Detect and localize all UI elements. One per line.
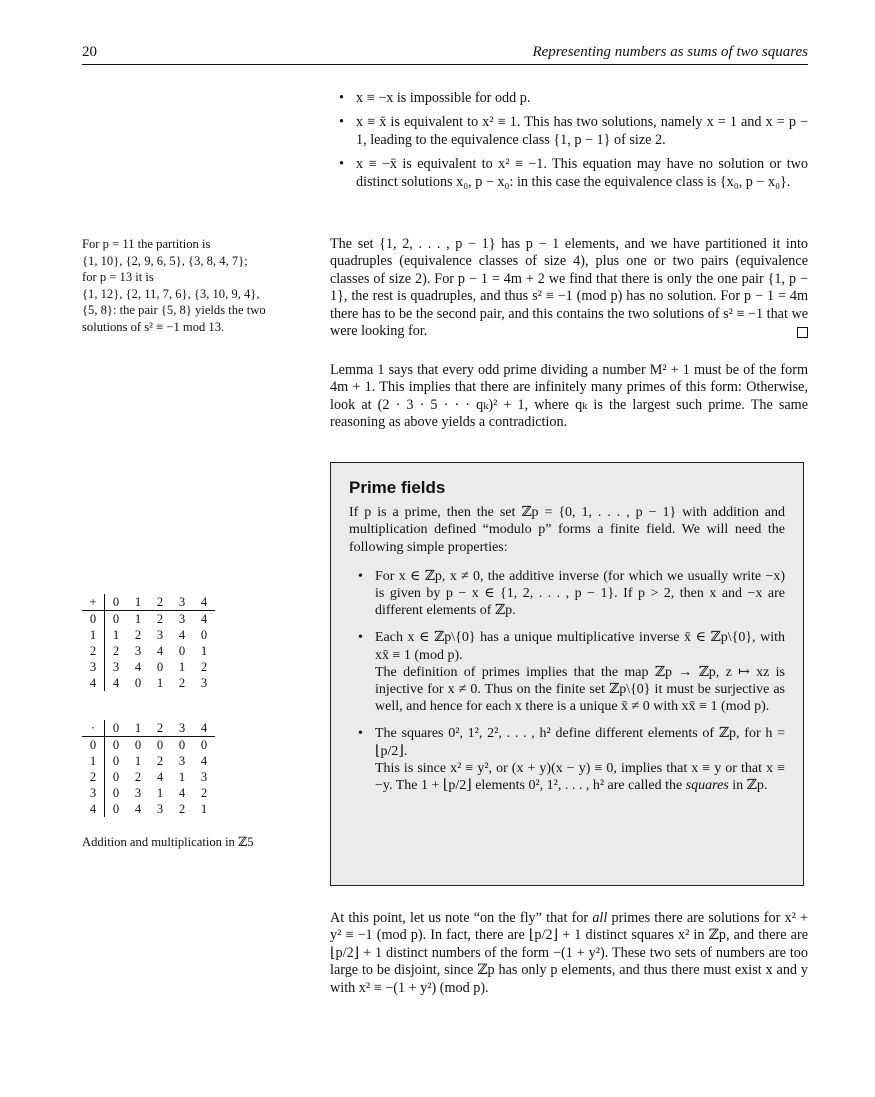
table-cell: 3 <box>200 676 208 690</box>
table-header-cell: 2 <box>149 594 171 611</box>
row-label: 1 <box>82 753 105 769</box>
table-cell: 3 <box>200 770 208 784</box>
table-cell: 1 <box>200 644 208 658</box>
table-cell: 0 <box>134 676 142 690</box>
paragraph-segment: primes there are solutions for x² + y² ≡ −1 (mod p). In fact, there are ⌊p/2⌋ + 1 distinct squares x² in ℤp, and there are ⌊p/2⌋ + 1 distinct numbers of the form −(1 + y²). These two sets of numbers are too large to be disjoint, since ℤp has only p elements, and thus there must exist x and y with x² ≡ −(1 + y²) (mod p). <box>330 910 809 996</box>
row-label: 3 <box>82 785 105 801</box>
table-cell: 0 <box>156 660 164 674</box>
box-bullet-text: For x ∈ ℤp, x ≠ 0, the additive inverse (for which we usually write −x) is given by p − x ∈ {1, 2, . . . , p − 1}. If p > 2, then x and −x are different elements of ℤp. <box>375 568 785 619</box>
table-cell: 3 <box>112 660 120 674</box>
table-row <box>82 785 215 801</box>
table-cell: 3 <box>156 628 164 642</box>
table-cell: 3 <box>178 612 186 626</box>
table-cell: 0 <box>178 644 186 658</box>
table-cell: 3 <box>134 786 142 800</box>
table-cell: 0 <box>156 738 164 752</box>
table-cell: 1 <box>156 786 164 800</box>
table-cell: 2 <box>156 612 164 626</box>
table-header-cell: 3 <box>171 594 193 611</box>
prime-fields-box <box>330 462 804 886</box>
table-header-cell: 1 <box>127 720 149 737</box>
table-cell: 1 <box>134 754 142 768</box>
explanation-text: This is since x² ≡ y², or (x + y)(x − y) ≡ 0, implies that x ≡ y or that x ≡ −y. The 1 + ⌊p/2⌋ elements 0², 1², . . . , h² are called the <box>375 760 785 794</box>
table-cell: 3 <box>178 754 186 768</box>
table-cell: 1 <box>200 802 208 816</box>
table-cell: 4 <box>200 754 208 768</box>
table-cell: 1 <box>178 660 186 674</box>
table-cell: 4 <box>156 770 164 784</box>
margin-note-line: For p = 11 the partition is <box>82 237 211 251</box>
table-header-cell: 0 <box>105 720 128 737</box>
row-label: 3 <box>82 659 105 675</box>
box-bullet-explanation: The definition of primes implies that the map ℤp → ℤp, z ↦ xz is injective for x ≠ 0. Thus on the finite set ℤp\{0} it must be surjective as well, and hence for each x there is a unique x̄ ≠ 0 with xx̄ ≡ 1 (mod p). <box>375 664 785 715</box>
table-cell: 3 <box>134 644 142 658</box>
paragraph-text: The set {1, 2, . . . , p − 1} has p − 1 elements, and we have partitioned it into quadruples (equivalence classes of size 4), plus one or two pairs (equivalence classes of size 2). For p − 1 = 4m + 2 we find that there is only the one pair {1, p − 1}, the rest is quadruples, and thus s² ≡ −1 (mod p) has no solution. For p − 1 = 4m there has to be the second pair, and this contains the two solutions of s² ≡ −1 that we were looking for. <box>330 236 808 340</box>
table-cell: 0 <box>112 612 120 626</box>
table-cell: 0 <box>112 738 120 752</box>
bullet-item: • x ≡ −x is impossible for odd p. <box>330 90 808 107</box>
table-cell: 0 <box>112 770 120 784</box>
running-title: Representing numbers as sums of two squares <box>532 44 808 60</box>
table-cell: 2 <box>178 802 186 816</box>
table-cell: 4 <box>134 802 142 816</box>
box-bullet-item <box>349 725 785 794</box>
table-cell: 4 <box>200 612 208 626</box>
table-row <box>82 643 215 659</box>
table-cell: 0 <box>112 754 120 768</box>
multiplication-table <box>82 720 215 817</box>
table-cell: 4 <box>134 660 142 674</box>
table-cell: 1 <box>134 612 142 626</box>
row-label: 0 <box>82 611 105 628</box>
paragraph-text <box>330 910 808 997</box>
table-cell: 2 <box>200 786 208 800</box>
table-cell: 1 <box>112 628 120 642</box>
table-cell: 2 <box>112 644 120 658</box>
table-row <box>82 769 215 785</box>
table-cell: 2 <box>134 628 142 642</box>
table-caption: Addition and multiplication in ℤ5 <box>82 835 254 849</box>
table-header-cell: 4 <box>193 594 215 611</box>
on-the-fly-paragraph <box>330 910 808 997</box>
table-cell: 1 <box>178 770 186 784</box>
page-number: 20 <box>82 44 97 60</box>
table-cell: 3 <box>156 802 164 816</box>
lemma-paragraph <box>330 362 808 432</box>
running-header <box>82 44 808 65</box>
partition-paragraph <box>330 236 808 340</box>
margin-note-line: {1, 12}, {2, 11, 7, 6}, {3, 10, 9, 4}, <box>82 286 260 301</box>
table-row <box>82 675 215 691</box>
box-bullet-item <box>349 568 785 620</box>
table-header-cell: 0 <box>105 594 128 611</box>
table-header-cell: 4 <box>193 720 215 737</box>
table-op-symbol: · <box>82 720 105 737</box>
table-cell: 2 <box>134 770 142 784</box>
row-label: 1 <box>82 627 105 643</box>
emphasis-text: squares <box>685 778 729 794</box>
table-row <box>82 627 215 643</box>
row-label: 2 <box>82 769 105 785</box>
table-row <box>82 659 215 675</box>
paragraph-segment: At this point, let us note “on the fly” that for <box>330 910 593 926</box>
row-label: 4 <box>82 675 105 691</box>
row-label: 0 <box>82 737 105 754</box>
emphasis-text: all <box>592 910 608 926</box>
table-cell: 0 <box>200 738 208 752</box>
box-bullet-text: • The squares 0², 1², 2², . . . , h² define different elements of ℤp, for h = ⌊p/2⌋. <box>375 726 785 759</box>
table-header-cell: 3 <box>171 720 193 737</box>
box-intro: If p is a prime, then the set ℤp = {0, 1, . . . , p − 1} with addition and multiplication defined “modulo p” forms a finite field. We will need the following simple properties: <box>349 505 785 555</box>
margin-note-line: for p = 13 it is <box>82 270 154 285</box>
table-row <box>82 737 215 754</box>
addition-table <box>82 594 215 691</box>
box-title: Prime fields <box>349 478 446 497</box>
table-op-symbol: + <box>82 594 105 611</box>
table-cell: 4 <box>178 628 186 642</box>
table-row <box>82 801 215 817</box>
table-cell: 4 <box>178 786 186 800</box>
box-bullet-explanation <box>375 760 785 794</box>
box-bullet-text: • Each x ∈ ℤp\{0} has a unique multiplicative inverse x̄ ∈ ℤp\{0}, with xx̄ ≡ 1 (mod p). <box>375 630 785 663</box>
row-label: 4 <box>82 801 105 817</box>
table-cell: 2 <box>178 676 186 690</box>
table-header-cell: 1 <box>127 594 149 611</box>
table-cell: 0 <box>112 786 120 800</box>
table-row <box>82 753 215 769</box>
row-label: 2 <box>82 643 105 659</box>
table-cell: 1 <box>156 676 164 690</box>
margin-note-line: solutions of s² ≡ −1 mod 13. <box>82 319 225 334</box>
table-cell: 0 <box>112 802 120 816</box>
margin-note-line: {5, 8}: the pair {5, 8} yields the two <box>82 303 266 318</box>
margin-note-line: {1, 10}, {2, 9, 6, 5}, {3, 8, 4, 7}; <box>82 253 248 268</box>
paragraph-text: Lemma 1 says that every odd prime dividing a number M² + 1 must be of the form 4m + 1. This implies that there are infinitely many primes of this form: Otherwise, look at (2 · 3 · 5 · · · qₖ)² + 1, where qₖ is the largest such prime. The same reasoning as above yields a contradiction. <box>330 362 808 431</box>
table-row <box>82 611 215 628</box>
table-cell: 0 <box>178 738 186 752</box>
table-cell: 4 <box>156 644 164 658</box>
qed-square-icon <box>797 327 808 338</box>
bullet-item: • x ≡ −x̄ is equivalent to x² ≡ −1. This equation may have no solution or two distinct solutions x₀, p − x₀: in this case the equivalence class is {x₀, p − x₀}. <box>330 156 808 191</box>
box-bullet-item <box>349 629 785 715</box>
table-header-cell: 2 <box>149 720 171 737</box>
bullet-item: • x ≡ x̄ is equivalent to x² ≡ 1. This has two solutions, namely x = 1 and x = p − 1, leading to the equivalence class {1, p − 1} of size 2. <box>330 114 808 149</box>
table-cell: 2 <box>200 660 208 674</box>
table-cell: 0 <box>134 738 142 752</box>
table-cell: 4 <box>112 676 120 690</box>
explanation-text: in ℤp. <box>728 778 768 794</box>
table-cell: 0 <box>200 628 208 642</box>
margin-note <box>82 236 314 336</box>
table-cell: 2 <box>156 754 164 768</box>
top-bullet-list <box>330 90 808 198</box>
